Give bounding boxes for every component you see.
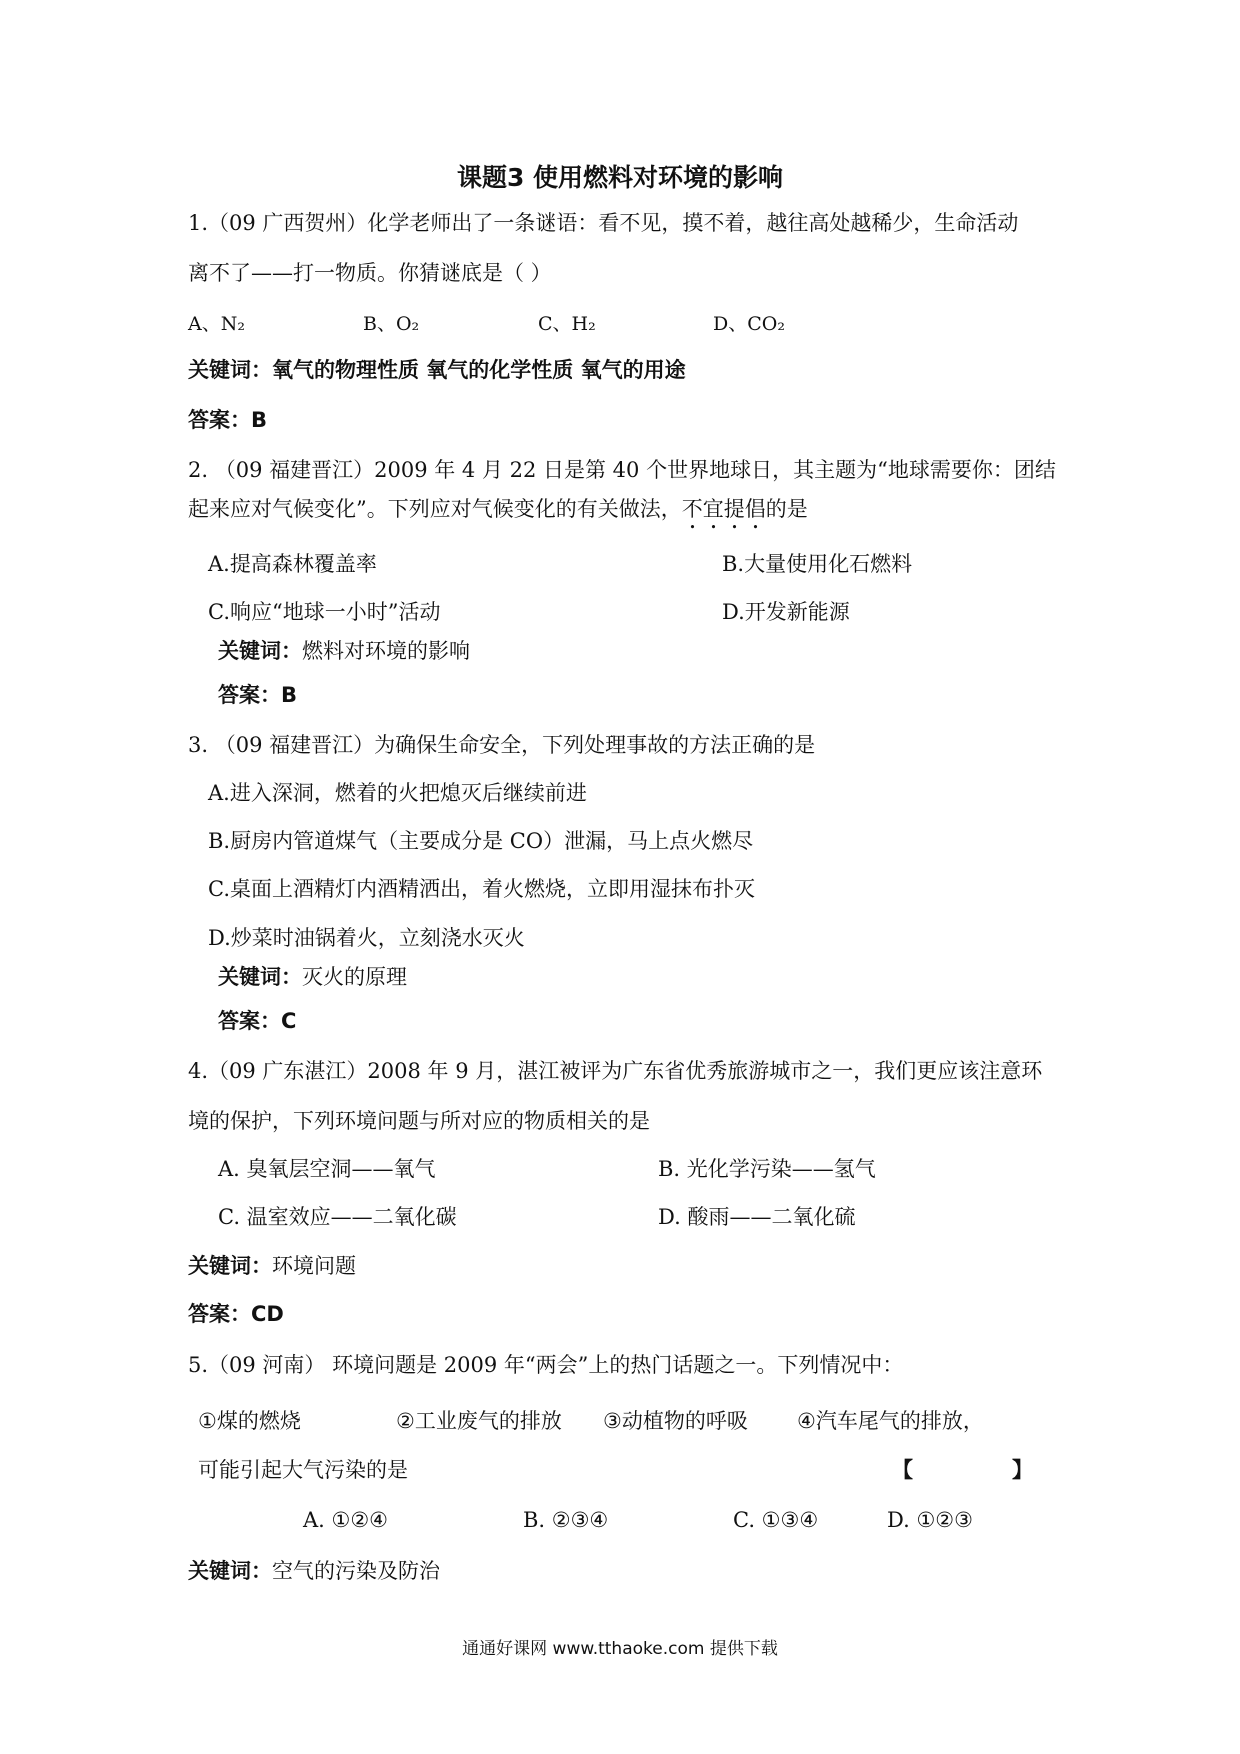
q5-stem-line3: 可能引起大气污染的是 [198, 1458, 408, 1482]
q3-option-c: C.桌面上酒精灯内酒精洒出，着火燃烧，立即用湿抹布扑灭 [208, 877, 755, 901]
q4-stem-line1: 4.（09 广东湛江）2008 年 9 月，湛江被评为广东省优秀旅游城市之一，我们更应该注意环 [188, 1059, 1043, 1083]
q4-option-c: C. 温室效应——二氧化碳 [218, 1205, 457, 1229]
q2-keywords-text: 燃料对环境的影响 [302, 639, 470, 663]
q1-option-d: D、CO₂ [713, 313, 785, 335]
q2-option-d: D.开发新能源 [722, 600, 850, 624]
q5-bracket-open: 【 [892, 1458, 913, 1482]
q2-stem-line1: 2. （09 福建晋江）2009 年 4 月 22 日是第 40 个世界地球日，其主题为“地球需要你：团结 [188, 458, 1056, 482]
page-title: 课题3 使用燃料对环境的影响 [456, 163, 784, 192]
q5-item-4: ④汽车尾气的排放， [797, 1409, 984, 1433]
page-footer: 通通好课网 www.tthaoke.com 提供下载 [462, 1639, 778, 1659]
q1-option-c: C、H₂ [538, 313, 596, 335]
q3-keywords-label: 关键词： [218, 965, 302, 989]
q2-option-a: A.提高森林覆盖率 [208, 552, 377, 576]
q1-stem-line1: 1.（09 广西贺州）化学老师出了一条谜语：看不见，摸不着，越往高处越稀少，生命活动 [188, 211, 1019, 235]
q1-option-b: B、O₂ [363, 313, 420, 335]
q5-keywords-label: 关键词： [188, 1559, 272, 1583]
q1-option-a: A、N₂ [188, 313, 245, 335]
q5-item-1: ①煤的燃烧 [198, 1409, 301, 1433]
q2-stem-line2-pre: 起来应对气候变化”。下列应对气候变化的有关做法， [188, 497, 682, 521]
q4-keywords [188, 1251, 356, 1281]
q1-answer: 答案：B [188, 408, 268, 432]
q3-answer: 答案：C [218, 1009, 297, 1033]
q2-option-b: B.大量使用化石燃料 [722, 552, 913, 576]
q5-stem: 5.（09 河南） 环境问题是 2009 年“两会”上的热门话题之一。下列情况中： [188, 1353, 904, 1377]
q4-stem-line2: 境的保护，下列环境问题与所对应的物质相关的是 [188, 1109, 650, 1133]
q2-stem-line2 [188, 494, 808, 534]
q2-emphasis: 不宜提倡 [681, 497, 766, 521]
q3-option-b: B.厨房内管道煤气（主要成分是 CO）泄漏，马上点火燃尽 [208, 829, 754, 853]
q5-option-a: A. ①②④ [303, 1508, 388, 1532]
q2-keywords-label: 关键词： [218, 639, 302, 663]
q4-option-b: B. 光化学污染——氢气 [658, 1157, 876, 1181]
q4-keywords-text: 环境问题 [272, 1254, 356, 1278]
q5-item-2: ②工业废气的排放 [396, 1409, 562, 1433]
q4-keywords-label: 关键词： [188, 1254, 272, 1278]
q5-bracket-close: 】 [1012, 1458, 1033, 1482]
q2-option-c: C.响应“地球一小时”活动 [208, 600, 441, 624]
q2-answer: 答案：B [218, 683, 298, 707]
q2-stem-line2-post: 的是 [765, 497, 808, 521]
q5-option-c: C. ①③④ [733, 1508, 819, 1532]
q3-keywords-text: 灭火的原理 [302, 965, 407, 989]
q1-stem-line2: 离不了——打一物质。你猜谜底是（ ） [188, 261, 552, 285]
q3-option-a: A.进入深洞，燃着的火把熄灭后继续前进 [208, 781, 587, 805]
q5-keywords [188, 1556, 440, 1586]
q2-keywords [218, 636, 470, 666]
q1-keywords: 关键词：氧气的物理性质 氧气的化学性质 氧气的用途 [188, 358, 686, 382]
q4-answer: 答案：CD [188, 1302, 284, 1326]
q5-option-b: B. ②③④ [523, 1508, 609, 1532]
q3-option-d: D.炒菜时油锅着火，立刻浇水灭火 [208, 926, 525, 950]
q5-item-3: ③动植物的呼吸 [603, 1409, 748, 1433]
q4-option-d: D. 酸雨——二氧化硫 [658, 1205, 856, 1229]
q5-option-d: D. ①②③ [887, 1508, 973, 1532]
q5-keywords-text: 空气的污染及防治 [272, 1559, 440, 1583]
q3-keywords [218, 962, 407, 992]
q3-stem: 3. （09 福建晋江）为确保生命安全，下列处理事故的方法正确的是 [188, 733, 816, 757]
q4-option-a: A. 臭氧层空洞——氧气 [218, 1157, 436, 1181]
